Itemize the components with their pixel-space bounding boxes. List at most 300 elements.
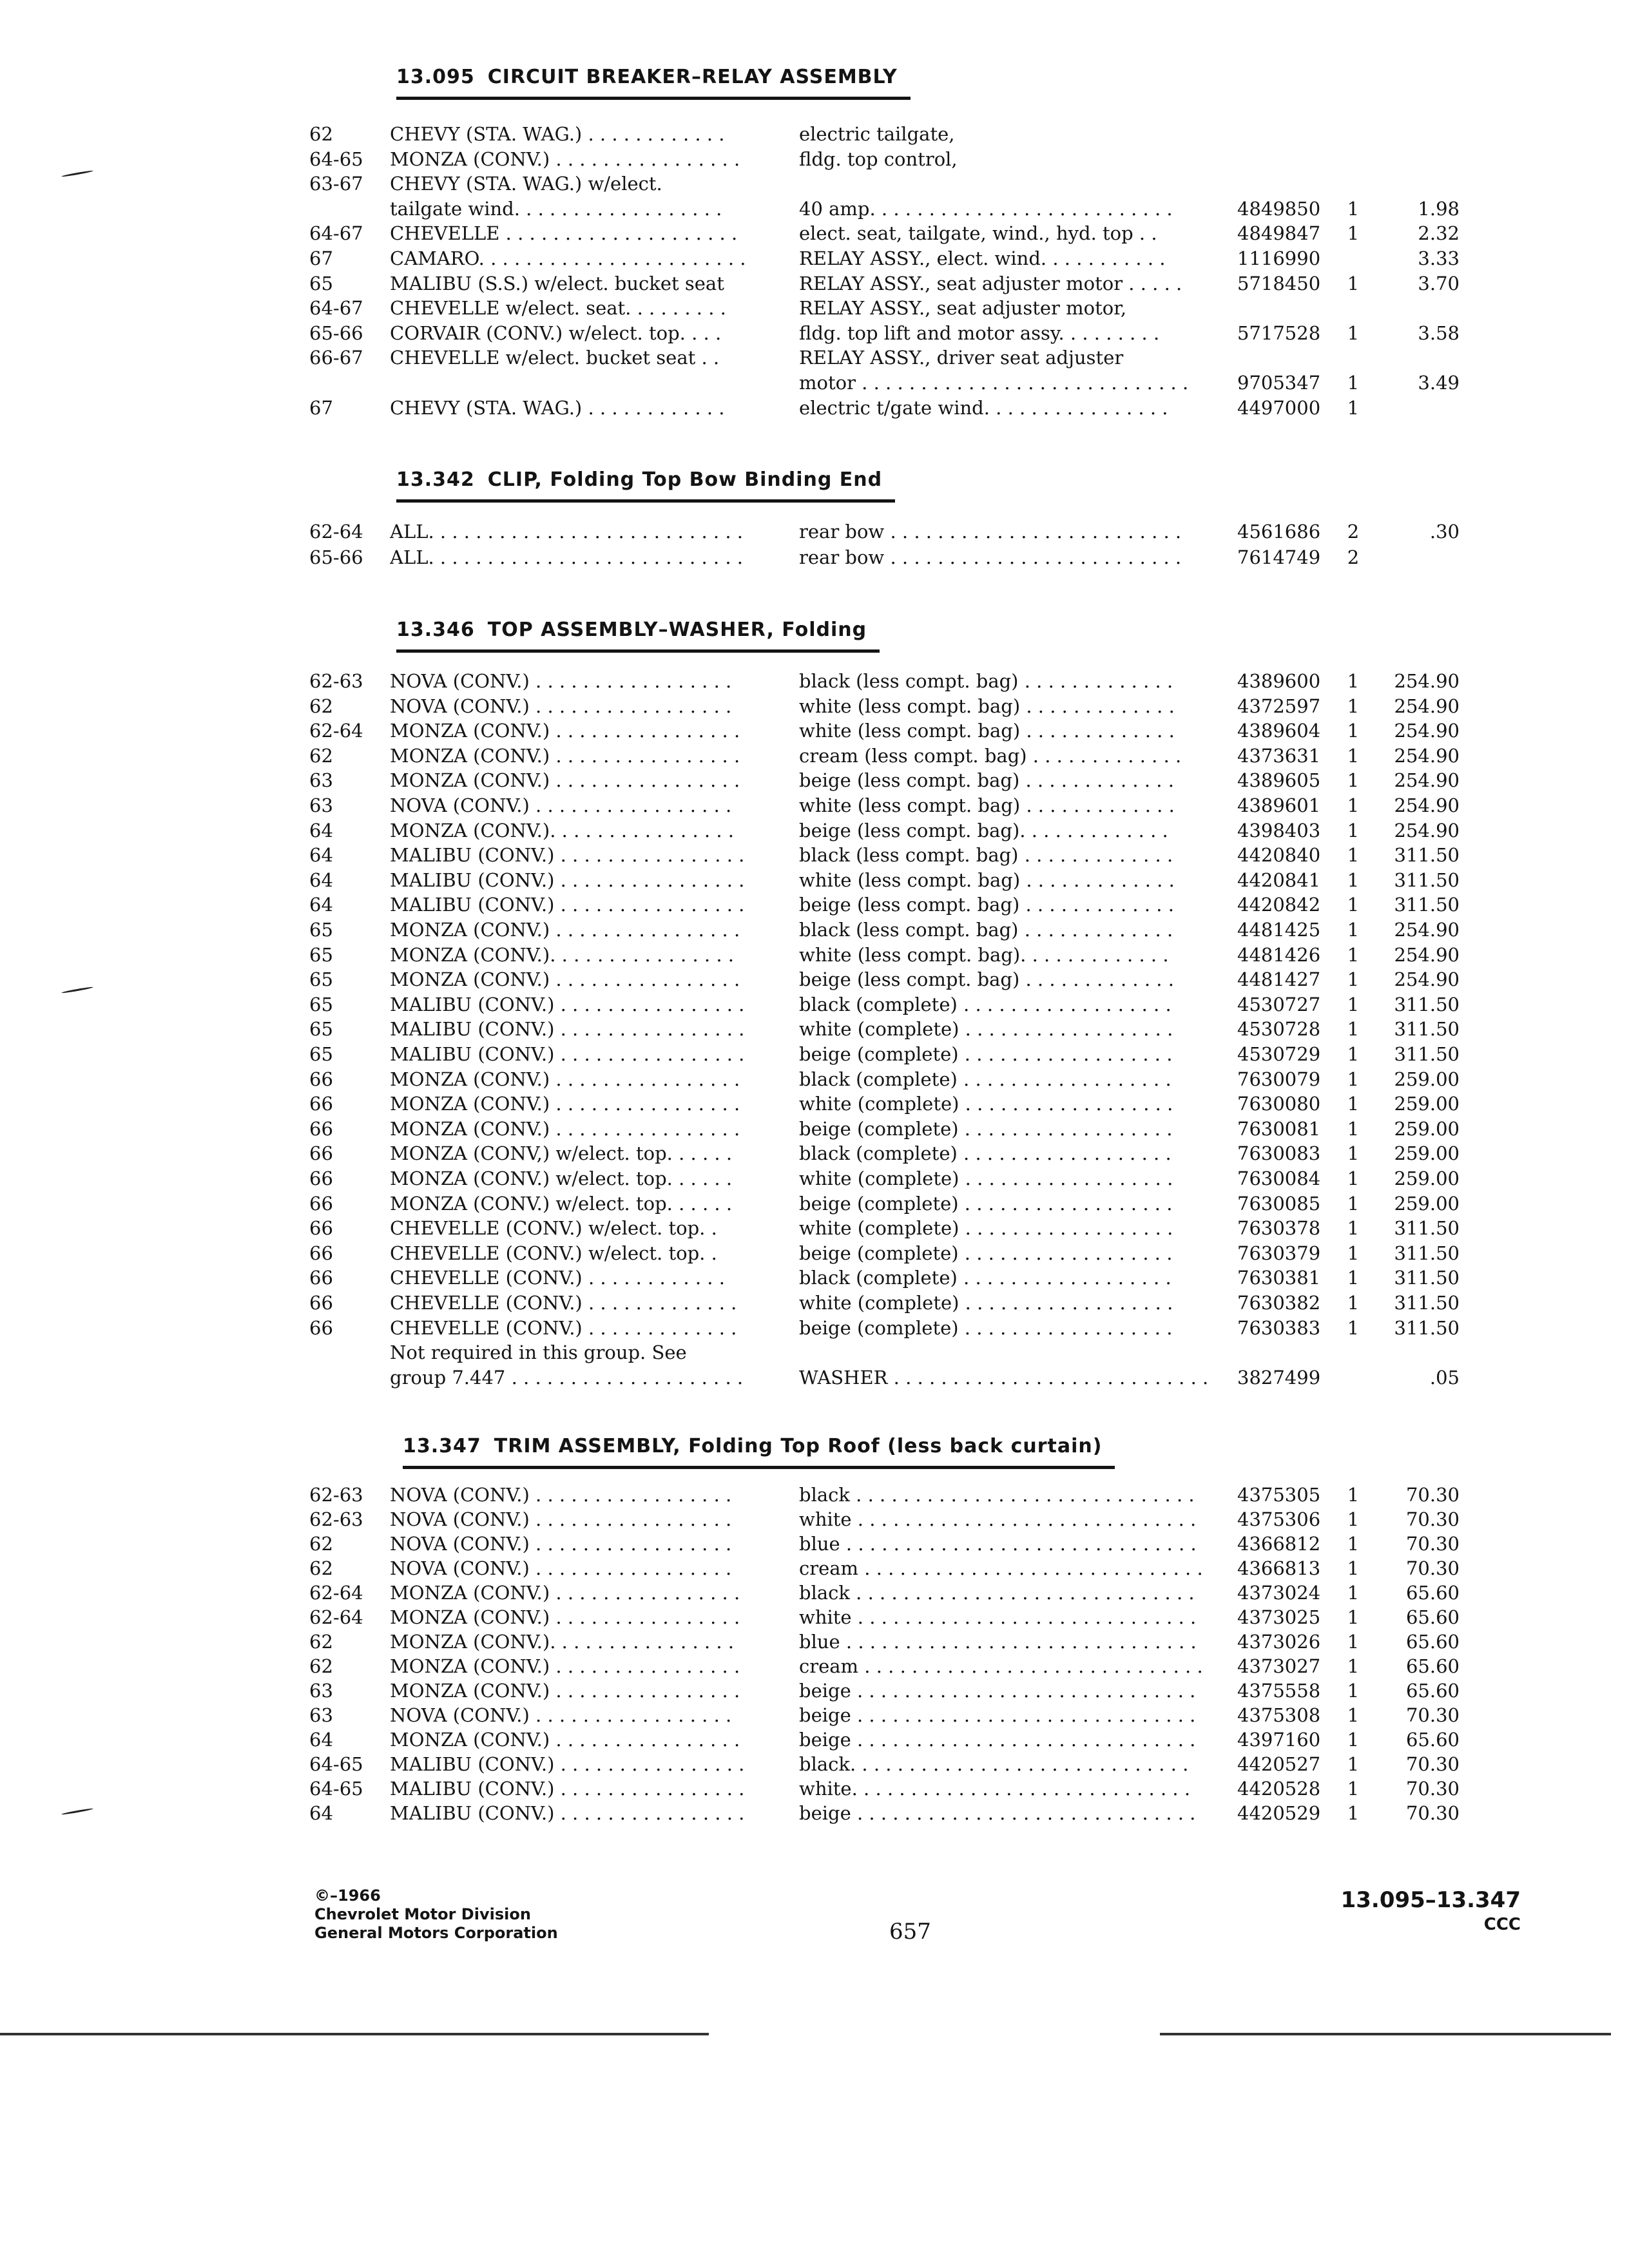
cell-desc: black (complete) . . . . . . . . . . . . . . . . . . bbox=[799, 993, 1171, 1015]
cell-model: MONZA (CONV.) . . . . . . . . . . . . . . . . bbox=[390, 1606, 740, 1628]
cell-price: 311.50 bbox=[1394, 844, 1460, 867]
footer-code: CCC bbox=[1483, 1915, 1521, 1934]
cell-part: 4420527 bbox=[1237, 1753, 1321, 1775]
cell-price: .05 bbox=[1429, 1366, 1460, 1389]
table-row bbox=[0, 966, 1629, 992]
cell-desc: blue . . . . . . . . . . . . . . . . . . . . . . . . . . . . . . bbox=[799, 1533, 1197, 1555]
cell-model: MONZA (CONV.) w/elect. top. . . . . . bbox=[390, 1192, 733, 1215]
cell-model: CHEVELLE (CONV.) . . . . . . . . . . . . . bbox=[390, 1316, 737, 1339]
cell-price: 65.60 bbox=[1405, 1606, 1460, 1628]
cell-price: 311.50 bbox=[1394, 1292, 1460, 1314]
cell-year: 64 bbox=[309, 869, 333, 891]
cell-year: 62-64 bbox=[309, 720, 363, 742]
cell-desc: beige (complete) . . . . . . . . . . . . . . . . . . bbox=[799, 1242, 1173, 1264]
table-row bbox=[0, 892, 1629, 918]
table-row bbox=[0, 1506, 1629, 1532]
cell-year: 66 bbox=[309, 1267, 333, 1289]
cell-part: 4373631 bbox=[1237, 744, 1321, 767]
cell-price: 311.50 bbox=[1394, 1316, 1460, 1339]
cell-model: CHEVELLE w/elect. seat. . . . . . . . . bbox=[390, 297, 726, 320]
cell-year: 62-63 bbox=[309, 1484, 363, 1506]
table-row bbox=[0, 867, 1629, 893]
cell-desc: RELAY ASSY., elect. wind. . . . . . . . . . . bbox=[799, 247, 1166, 269]
section-header-13-342 bbox=[396, 461, 895, 503]
cell-year: 66 bbox=[309, 1242, 333, 1264]
cell-qty: 1 bbox=[1347, 1043, 1360, 1065]
cell-price: 3.70 bbox=[1418, 272, 1460, 294]
cell-model: MONZA (CONV.) . . . . . . . . . . . . . . . . bbox=[390, 744, 740, 767]
cell-part: 4530727 bbox=[1237, 993, 1321, 1015]
cell-qty: 1 bbox=[1347, 1655, 1360, 1677]
cell-price: 65.60 bbox=[1405, 1655, 1460, 1677]
table-row bbox=[0, 668, 1629, 694]
table-row bbox=[0, 1751, 1629, 1777]
cell-year: 66 bbox=[309, 1093, 333, 1115]
cell-model: CHEVELLE w/elect. bucket seat . . bbox=[390, 347, 720, 369]
section-code: 13.347 bbox=[403, 1435, 481, 1457]
cell-part: 1116990 bbox=[1237, 247, 1321, 269]
cell-model: CHEVY (STA. WAG.) . . . . . . . . . . . . bbox=[390, 123, 725, 145]
cell-model: MONZA (CONV.) . . . . . . . . . . . . . . . . bbox=[390, 1117, 740, 1140]
cell-qty: 1 bbox=[1347, 1217, 1360, 1240]
cell-year: 62-64 bbox=[309, 521, 363, 543]
table-row bbox=[0, 345, 1629, 370]
cell-qty: 1 bbox=[1347, 396, 1360, 419]
section-title: TRIM ASSEMBLY, Folding Top Roof (less back curtain) bbox=[494, 1435, 1103, 1457]
cell-qty: 1 bbox=[1347, 1778, 1360, 1800]
cell-part: 4397160 bbox=[1237, 1729, 1321, 1751]
cell-price: 254.90 bbox=[1394, 744, 1460, 767]
cell-year: 62 bbox=[309, 1533, 333, 1555]
section-title: CIRCUIT BREAKER–RELAY ASSEMBLY bbox=[487, 66, 898, 88]
cell-model: MONZA (CONV.) . . . . . . . . . . . . . . . . bbox=[390, 1582, 740, 1604]
cell-price: 254.90 bbox=[1394, 720, 1460, 742]
table-row bbox=[0, 395, 1629, 421]
cell-part: 9705347 bbox=[1237, 372, 1321, 394]
cell-year: 65 bbox=[309, 968, 333, 991]
cell-qty: 1 bbox=[1347, 1117, 1360, 1140]
cell-desc: black (complete) . . . . . . . . . . . . . . . . . . bbox=[799, 1142, 1171, 1165]
section-header-13-095 bbox=[396, 58, 911, 100]
cell-desc: electric t/gate wind. . . . . . . . . . . . . . . . bbox=[799, 396, 1168, 419]
cell-part: 4373024 bbox=[1237, 1582, 1321, 1604]
cell-year: 62 bbox=[309, 1631, 333, 1653]
page-bottom-edge bbox=[0, 2033, 1629, 2035]
cell-qty: 1 bbox=[1347, 695, 1360, 717]
cell-price: 65.60 bbox=[1405, 1729, 1460, 1751]
cell-qty: 1 bbox=[1347, 1142, 1360, 1165]
cell-model: MONZA (CONV.) . . . . . . . . . . . . . . . . bbox=[390, 148, 740, 170]
cell-year: 66-67 bbox=[309, 347, 363, 369]
cell-price: 70.30 bbox=[1405, 1753, 1460, 1775]
cell-part: 7630084 bbox=[1237, 1168, 1321, 1189]
cell-qty: 1 bbox=[1347, 1753, 1360, 1775]
cell-qty: 1 bbox=[1347, 919, 1360, 941]
cell-part: 4389600 bbox=[1237, 670, 1321, 692]
cell-model: MALIBU (CONV.) . . . . . . . . . . . . . . . . bbox=[390, 844, 745, 867]
cell-price: 311.50 bbox=[1394, 1242, 1460, 1264]
table-row bbox=[0, 1800, 1629, 1826]
cell-year: 66 bbox=[309, 1192, 333, 1215]
cell-desc: white. . . . . . . . . . . . . . . . . . . . . . . . . . . . . bbox=[799, 1778, 1191, 1800]
cell-year: 64-65 bbox=[309, 1753, 363, 1775]
cell-qty: 2 bbox=[1347, 546, 1360, 568]
cell-desc: beige (less compt. bag) . . . . . . . . . . . . . bbox=[799, 968, 1174, 991]
cell-desc: fldg. top lift and motor assy. . . . . . . . . bbox=[799, 322, 1160, 344]
cell-desc: RELAY ASSY., seat adjuster motor . . . . . bbox=[799, 272, 1182, 294]
table-row bbox=[0, 1580, 1629, 1606]
cell-part: 7630382 bbox=[1237, 1292, 1321, 1314]
cell-desc: white (less compt. bag) . . . . . . . . . . . . . bbox=[799, 695, 1175, 717]
cell-desc: white (complete) . . . . . . . . . . . . . . . . . . bbox=[799, 1217, 1173, 1240]
cell-model: MALIBU (CONV.) . . . . . . . . . . . . . . . . bbox=[390, 1753, 745, 1775]
section-code: 13.342 bbox=[396, 468, 475, 491]
cell-model: MALIBU (CONV.) . . . . . . . . . . . . . . . . bbox=[390, 993, 745, 1015]
cell-price: 70.30 bbox=[1405, 1557, 1460, 1579]
cell-desc: white (complete) . . . . . . . . . . . . . . . . . . bbox=[799, 1292, 1173, 1314]
cell-part: 4530728 bbox=[1237, 1018, 1321, 1041]
table-row bbox=[0, 743, 1629, 769]
table-row bbox=[0, 992, 1629, 1017]
cell-year: 63 bbox=[309, 1680, 333, 1702]
cell-desc: white (less compt. bag) . . . . . . . . . . . . . bbox=[799, 869, 1175, 891]
cell-qty: 1 bbox=[1347, 1292, 1360, 1314]
cell-price: 311.50 bbox=[1394, 894, 1460, 916]
cell-qty: 1 bbox=[1347, 894, 1360, 916]
cell-part: 4420529 bbox=[1237, 1802, 1321, 1824]
cell-model: MONZA (CONV.) . . . . . . . . . . . . . . . . bbox=[390, 1093, 740, 1115]
cell-model: group 7.447 . . . . . . . . . . . . . . . . . . . . bbox=[390, 1366, 744, 1389]
cell-price: 254.90 bbox=[1394, 670, 1460, 692]
cell-qty: 1 bbox=[1347, 222, 1360, 245]
cell-year: 62-63 bbox=[309, 670, 363, 692]
cell-model: MONZA (CONV,) w/elect. top. . . . . . bbox=[390, 1142, 733, 1165]
cell-year: 65 bbox=[309, 1018, 333, 1041]
cell-desc: black (less compt. bag) . . . . . . . . . . . . . bbox=[799, 670, 1173, 692]
cell-part: 4373025 bbox=[1237, 1606, 1321, 1628]
cell-qty: 1 bbox=[1347, 968, 1360, 991]
cell-model: CHEVELLE . . . . . . . . . . . . . . . . . . . . bbox=[390, 222, 738, 245]
cell-qty: 1 bbox=[1347, 744, 1360, 767]
cell-price: 3.49 bbox=[1418, 372, 1460, 394]
cell-model: CORVAIR (CONV.) w/elect. top. . . . bbox=[390, 322, 722, 344]
table-row bbox=[0, 1531, 1629, 1557]
table-row bbox=[0, 196, 1629, 222]
table-row bbox=[0, 842, 1629, 868]
cell-qty: 1 bbox=[1347, 1267, 1360, 1289]
cell-model: NOVA (CONV.) . . . . . . . . . . . . . . . . . bbox=[390, 695, 732, 717]
cell-part: 7630081 bbox=[1237, 1117, 1321, 1140]
table-row bbox=[0, 1166, 1629, 1191]
cell-part: 4497000 bbox=[1237, 396, 1321, 419]
cell-part: 4375308 bbox=[1237, 1704, 1321, 1726]
table-row bbox=[0, 793, 1629, 818]
cell-desc: black (less compt. bag) . . . . . . . . . . . . . bbox=[799, 844, 1173, 867]
cell-model: MONZA (CONV.) . . . . . . . . . . . . . . . . bbox=[390, 1655, 740, 1677]
cell-price: 254.90 bbox=[1394, 695, 1460, 717]
cell-price: 254.90 bbox=[1394, 819, 1460, 841]
cell-year: 62 bbox=[309, 744, 333, 767]
cell-qty: 1 bbox=[1347, 1018, 1360, 1041]
cell-year: 64-67 bbox=[309, 297, 363, 320]
cell-price: 259.00 bbox=[1394, 1168, 1460, 1189]
cell-price: 70.30 bbox=[1405, 1802, 1460, 1824]
corporation: General Motors Corporation bbox=[314, 1924, 558, 1942]
cell-part: 4530729 bbox=[1237, 1043, 1321, 1065]
cell-year: 65 bbox=[309, 1043, 333, 1065]
cell-desc: white (complete) . . . . . . . . . . . . . . . . . . bbox=[799, 1018, 1173, 1041]
table-row bbox=[0, 220, 1629, 246]
cell-year: 64 bbox=[309, 844, 333, 867]
table-row bbox=[0, 1604, 1629, 1630]
table-row bbox=[0, 1629, 1629, 1655]
cell-model: CHEVY (STA. WAG.) . . . . . . . . . . . . bbox=[390, 396, 725, 419]
table-row bbox=[0, 917, 1629, 943]
cell-part: 5718450 bbox=[1237, 272, 1321, 294]
cell-part: 4373027 bbox=[1237, 1655, 1321, 1677]
cell-model: Not required in this group. See bbox=[390, 1341, 687, 1364]
cell-qty: 1 bbox=[1347, 197, 1360, 220]
cell-desc: 40 amp. . . . . . . . . . . . . . . . . . . . . . . . . . bbox=[799, 197, 1173, 220]
cell-model: NOVA (CONV.) . . . . . . . . . . . . . . . . . bbox=[390, 1704, 732, 1726]
cell-model: MALIBU (CONV.) . . . . . . . . . . . . . . . . bbox=[390, 1043, 745, 1065]
cell-year: 65 bbox=[309, 943, 333, 966]
cell-qty: 2 bbox=[1347, 521, 1360, 543]
cell-qty: 1 bbox=[1347, 670, 1360, 692]
cell-price: 259.00 bbox=[1394, 1093, 1460, 1115]
cell-model: MONZA (CONV.) . . . . . . . . . . . . . . . . bbox=[390, 968, 740, 991]
cell-model: MONZA (CONV.). . . . . . . . . . . . . . . . bbox=[390, 1631, 734, 1653]
table-row bbox=[0, 1702, 1629, 1728]
cell-qty: 1 bbox=[1347, 794, 1360, 816]
cell-year: 65 bbox=[309, 919, 333, 941]
cell-model: NOVA (CONV.) . . . . . . . . . . . . . . . . . bbox=[390, 794, 732, 816]
cell-desc: beige . . . . . . . . . . . . . . . . . . . . . . . . . . . . . bbox=[799, 1680, 1196, 1702]
table-row bbox=[0, 519, 1629, 544]
cell-part: 4420528 bbox=[1237, 1778, 1321, 1800]
cell-model: MALIBU (CONV.) . . . . . . . . . . . . . . . . bbox=[390, 1778, 745, 1800]
cell-year: 63 bbox=[309, 794, 333, 816]
cell-year: 63 bbox=[309, 769, 333, 792]
cell-model: MALIBU (CONV.) . . . . . . . . . . . . . . . . bbox=[390, 869, 745, 891]
section-title: TOP ASSEMBLY–WASHER, Folding bbox=[487, 619, 867, 641]
cell-desc: cream (less compt. bag) . . . . . . . . . . . . . bbox=[799, 744, 1182, 767]
cell-desc: beige (complete) . . . . . . . . . . . . . . . . . . bbox=[799, 1192, 1173, 1215]
table-row bbox=[0, 1727, 1629, 1753]
cell-model: MONZA (CONV.) . . . . . . . . . . . . . . . . bbox=[390, 1729, 740, 1751]
table-row bbox=[0, 121, 1629, 147]
table-row bbox=[0, 1191, 1629, 1216]
cell-desc: white (less compt. bag) . . . . . . . . . . . . . bbox=[799, 794, 1175, 816]
cell-price: .30 bbox=[1429, 521, 1460, 543]
cell-part: 4481427 bbox=[1237, 968, 1321, 991]
cell-year: 65-66 bbox=[309, 546, 363, 568]
cell-year: 67 bbox=[309, 247, 333, 269]
cell-part: 5717528 bbox=[1237, 322, 1321, 344]
cell-desc: black (less compt. bag) . . . . . . . . . . . . . bbox=[799, 919, 1173, 941]
cell-qty: 1 bbox=[1347, 1242, 1360, 1264]
cell-desc: rear bow . . . . . . . . . . . . . . . . . . . . . . . . . bbox=[799, 546, 1182, 568]
cell-year: 62 bbox=[309, 1655, 333, 1677]
table-row bbox=[0, 1091, 1629, 1117]
cell-year: 66 bbox=[309, 1292, 333, 1314]
cell-price: 254.90 bbox=[1394, 919, 1460, 941]
cell-year: 62 bbox=[309, 123, 333, 145]
cell-year: 62-63 bbox=[309, 1508, 363, 1530]
section-header-13-347 bbox=[403, 1427, 1115, 1469]
cell-model: ALL. . . . . . . . . . . . . . . . . . . . . . . . . . . bbox=[390, 521, 744, 543]
cell-part: 7630079 bbox=[1237, 1068, 1321, 1090]
cell-desc: beige . . . . . . . . . . . . . . . . . . . . . . . . . . . . . bbox=[799, 1704, 1196, 1726]
cell-price: 65.60 bbox=[1405, 1680, 1460, 1702]
cell-desc: elect. seat, tailgate, wind., hyd. top . . bbox=[799, 222, 1157, 245]
cell-desc: black (complete) . . . . . . . . . . . . . . . . . . bbox=[799, 1068, 1171, 1090]
cell-qty: 1 bbox=[1347, 844, 1360, 867]
cell-desc: cream . . . . . . . . . . . . . . . . . . . . . . . . . . . . . bbox=[799, 1655, 1203, 1677]
table-row bbox=[0, 693, 1629, 719]
table-row bbox=[0, 295, 1629, 321]
cell-qty: 1 bbox=[1347, 769, 1360, 792]
cell-price: 70.30 bbox=[1405, 1778, 1460, 1800]
cell-desc: beige . . . . . . . . . . . . . . . . . . . . . . . . . . . . . bbox=[799, 1729, 1196, 1751]
cell-part: 4373026 bbox=[1237, 1631, 1321, 1653]
cell-part: 7630381 bbox=[1237, 1267, 1321, 1289]
cell-price: 70.30 bbox=[1405, 1704, 1460, 1726]
cell-part: 4375558 bbox=[1237, 1680, 1321, 1702]
cell-year: 66 bbox=[309, 1117, 333, 1140]
cell-qty: 1 bbox=[1347, 1557, 1360, 1579]
cell-qty: 1 bbox=[1347, 1802, 1360, 1824]
cell-qty: 1 bbox=[1347, 1533, 1360, 1555]
cell-model: MONZA (CONV.) w/elect. top. . . . . . bbox=[390, 1168, 733, 1189]
table-row bbox=[0, 1555, 1629, 1581]
section-code: 13.346 bbox=[396, 619, 475, 641]
cell-qty: 1 bbox=[1347, 1704, 1360, 1726]
cell-part: 7614749 bbox=[1237, 546, 1321, 568]
cell-part: 7630085 bbox=[1237, 1192, 1321, 1215]
cell-year: 62-64 bbox=[309, 1606, 363, 1628]
table-row bbox=[0, 718, 1629, 744]
cell-qty: 1 bbox=[1347, 1680, 1360, 1702]
cell-year: 64-65 bbox=[309, 148, 363, 170]
cell-year: 64 bbox=[309, 1802, 333, 1824]
cell-year: 64 bbox=[309, 894, 333, 916]
cell-year: 64-67 bbox=[309, 222, 363, 245]
cell-qty: 1 bbox=[1347, 869, 1360, 891]
cell-qty: 1 bbox=[1347, 1093, 1360, 1115]
cell-price: 311.50 bbox=[1394, 1267, 1460, 1289]
cell-year: 64 bbox=[309, 819, 333, 841]
cell-part: 4849850 bbox=[1237, 197, 1321, 220]
cell-model: MONZA (CONV.) . . . . . . . . . . . . . . . . bbox=[390, 1068, 740, 1090]
table-row bbox=[0, 1041, 1629, 1067]
cell-year: 64 bbox=[309, 1729, 333, 1751]
cell-qty: 1 bbox=[1347, 272, 1360, 294]
cell-qty: 1 bbox=[1347, 1316, 1360, 1339]
cell-year: 66 bbox=[309, 1217, 333, 1240]
cell-part: 7630080 bbox=[1237, 1093, 1321, 1115]
table-row bbox=[0, 1066, 1629, 1092]
cell-year: 66 bbox=[309, 1068, 333, 1090]
cell-qty: 1 bbox=[1347, 943, 1360, 966]
cell-part: 4375306 bbox=[1237, 1508, 1321, 1530]
cell-price: 311.50 bbox=[1394, 1217, 1460, 1240]
cell-year: 63-67 bbox=[309, 173, 363, 195]
cell-desc: beige (less compt. bag) . . . . . . . . . . . . . bbox=[799, 894, 1174, 916]
cell-model: NOVA (CONV.) . . . . . . . . . . . . . . . . . bbox=[390, 1533, 732, 1555]
cell-part: 4389601 bbox=[1237, 794, 1321, 816]
division: Chevrolet Motor Division bbox=[314, 1905, 531, 1923]
cell-part: 4366813 bbox=[1237, 1557, 1321, 1579]
cell-price: 259.00 bbox=[1394, 1142, 1460, 1165]
cell-price: 65.60 bbox=[1405, 1582, 1460, 1604]
cell-year: 64-65 bbox=[309, 1778, 363, 1800]
table-row bbox=[0, 1215, 1629, 1241]
cell-model: CHEVY (STA. WAG.) w/elect. bbox=[390, 173, 662, 195]
cell-desc: black (complete) . . . . . . . . . . . . . . . . . . bbox=[799, 1267, 1171, 1289]
cell-year: 66 bbox=[309, 1142, 333, 1165]
cell-price: 259.00 bbox=[1394, 1068, 1460, 1090]
cell-price: 311.50 bbox=[1394, 993, 1460, 1015]
cell-desc: white . . . . . . . . . . . . . . . . . . . . . . . . . . . . . bbox=[799, 1606, 1197, 1628]
table-row bbox=[0, 146, 1629, 172]
cell-model: NOVA (CONV.) . . . . . . . . . . . . . . . . . bbox=[390, 1484, 732, 1506]
cell-desc: motor . . . . . . . . . . . . . . . . . . . . . . . . . . . . bbox=[799, 372, 1189, 394]
cell-qty: 1 bbox=[1347, 1582, 1360, 1604]
cell-qty: 1 bbox=[1347, 1606, 1360, 1628]
cell-price: 254.90 bbox=[1394, 943, 1460, 966]
cell-model: MALIBU (CONV.) . . . . . . . . . . . . . . . . bbox=[390, 894, 745, 916]
cell-price: 259.00 bbox=[1394, 1192, 1460, 1215]
cell-desc: beige (complete) . . . . . . . . . . . . . . . . . . bbox=[799, 1043, 1173, 1065]
cell-qty: 1 bbox=[1347, 1192, 1360, 1215]
cell-desc: white (less compt. bag). . . . . . . . . . . . . bbox=[799, 943, 1169, 966]
cell-part: 4375305 bbox=[1237, 1484, 1321, 1506]
cell-model: ALL. . . . . . . . . . . . . . . . . . . . . . . . . . . bbox=[390, 546, 744, 568]
cell-model: CHEVELLE (CONV.) w/elect. top. . bbox=[390, 1242, 717, 1264]
cell-desc: RELAY ASSY., driver seat adjuster bbox=[799, 347, 1124, 369]
table-row bbox=[0, 1240, 1629, 1266]
cell-year: 63 bbox=[309, 1704, 333, 1726]
cell-model: NOVA (CONV.) . . . . . . . . . . . . . . . . . bbox=[390, 1557, 732, 1579]
cell-desc: black . . . . . . . . . . . . . . . . . . . . . . . . . . . . . bbox=[799, 1582, 1195, 1604]
cell-part: 4849847 bbox=[1237, 222, 1321, 245]
table-row bbox=[0, 320, 1629, 346]
cell-price: 2.32 bbox=[1418, 222, 1460, 245]
table-row bbox=[0, 1290, 1629, 1316]
cell-desc: white (less compt. bag) . . . . . . . . . . . . . bbox=[799, 720, 1175, 742]
cell-part: 4398403 bbox=[1237, 819, 1321, 841]
cell-year: 65 bbox=[309, 272, 333, 294]
table-row bbox=[0, 171, 1629, 197]
cell-price: 1.98 bbox=[1418, 197, 1460, 220]
cell-part: 4366812 bbox=[1237, 1533, 1321, 1555]
cell-part: 4481426 bbox=[1237, 943, 1321, 966]
cell-model: MONZA (CONV.). . . . . . . . . . . . . . . . bbox=[390, 819, 734, 841]
table-row bbox=[0, 271, 1629, 296]
cell-part: 7630378 bbox=[1237, 1217, 1321, 1240]
table-row bbox=[0, 370, 1629, 396]
cell-qty: 1 bbox=[1347, 372, 1360, 394]
table-row bbox=[0, 1365, 1629, 1390]
table-row bbox=[0, 818, 1629, 843]
group-range: 13.095–13.347 bbox=[1340, 1887, 1521, 1913]
cell-price: 3.58 bbox=[1418, 322, 1460, 344]
cell-part: 4420842 bbox=[1237, 894, 1321, 916]
cell-qty: 1 bbox=[1347, 1168, 1360, 1189]
table-row bbox=[0, 1482, 1629, 1508]
cell-year: 67 bbox=[309, 396, 333, 419]
